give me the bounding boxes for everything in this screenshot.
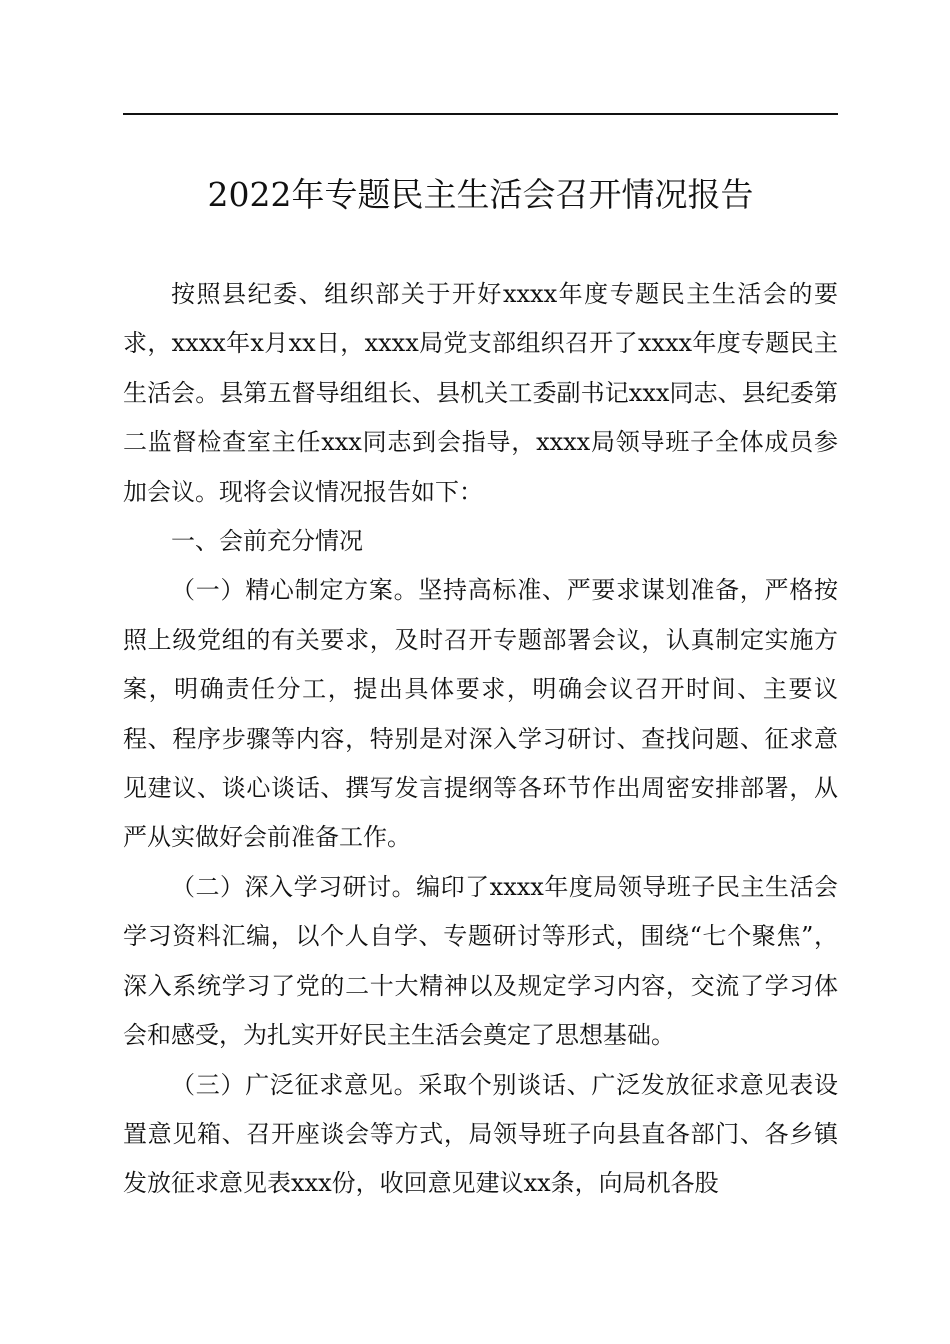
paragraph-plan: （一）精心制定方案。坚持高标准、严要求谋划准备，严格按照上级党组的有关要求，及时召开专题部署会议，认真制定实施方案，明确责任分工，提出具体要求，明确会议召开时间、主要议程、程序步骤等内容，特别是对深入学习研讨、查找问题、征求意见建议、谈心谈话、撰写发言提纲等各环节作出周密安排部署，从严从实做好会前准备工作。 <box>123 576 838 852</box>
section-heading-1: 一、会前充分情况 <box>171 527 363 556</box>
paragraph-intro: 按照县纪委、组织部关于开好xxxx年度专题民主生活会的要求，xxxx年x月xx日，xxxx局党支部组织召开了xxxx年度专题民主生活会。县第五督导组组长、县机关工委副书记xxx同志、县纪委第二监督检查室主任xxx同志到会指导，xxxx局领导班子全体成员参加会议。现将会议情况报告如下： <box>123 280 838 506</box>
paragraph-study: （二）深入学习研讨。编印了xxxx年度局领导班子民主生活会学习资料汇编，以个人自学、专题研讨等形式，围绕“七个聚焦”，深入系统学习了党的二十大精神以及规定学习内容，交流了学习体会和感受，为扎实开好民主生活会奠定了思想基础。 <box>123 872 838 1050</box>
paragraph-opinions: （三）广泛征求意见。采取个别谈话、广泛发放征求意见表设置意见箱、召开座谈会等方式，局领导班子向县直各部门、各乡镇发放征求意见表xxx份，收回意见建议xx条，向局机各股 <box>123 1070 838 1198</box>
header-rule <box>123 113 838 115</box>
document-body <box>123 270 838 1209</box>
document-title: 2022年专题民主生活会召开情况报告 <box>207 175 754 214</box>
